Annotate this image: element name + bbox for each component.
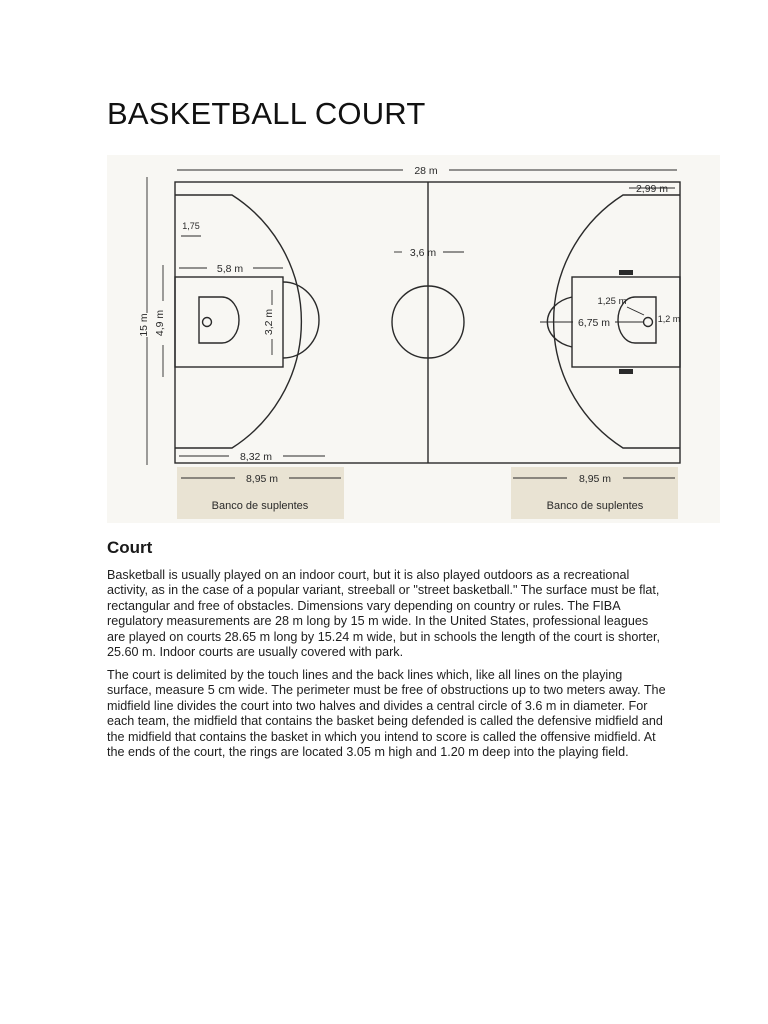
paragraph-1: Basketball is usually played on an indoor court, but it is also played outdoors as a recreational activity, as in the case of a popular variant, streeball or "street basketball." The surface must be flat, rectangular and free of obstacles. Dimensions vary depending on country or rules. The FIBA regulatory measurements are 28 m long by 15 m wide. In the United States, professional leagues are played on courts 28.65 m long by 15.24 m wide, but in schools the length of the court is shorter, 25.60 m. Indoor courts are usually covered with park. bbox=[107, 568, 661, 660]
label-restricted-radius: 1,25 m bbox=[597, 296, 627, 307]
label-bench-length-right: 8,95 m bbox=[578, 473, 612, 485]
paragraph-2: The court is delimited by the touch lines and the back lines which, like all lines on the playing surface, measure 5 cm wide. The perimeter must be free of obstructions up to two meters away. The midfield line divides the court into two halves and divides a central circle of 3.6 m in diameter. For each team, the midfield that contains the basket being defended is called the defensive midfield and the midfield that contains the basket in which you intend to score is called the offensive midfield. At the ends of the court, the rings are located 3.05 m high and 1.20 m deep into the playing field. bbox=[107, 668, 666, 760]
label-bench-length-left: 8,95 m bbox=[245, 473, 279, 485]
right-basket bbox=[644, 318, 653, 327]
label-restricted-offset: 1,75 bbox=[182, 221, 200, 231]
label-basket-depth: 1,2 m bbox=[657, 314, 681, 324]
label-three-point-radius: 6,75 m bbox=[577, 317, 611, 329]
section-heading: Court bbox=[107, 538, 153, 557]
page-title: BASKETBALL COURT bbox=[107, 96, 426, 131]
label-bench-right: Banco de suplentes bbox=[546, 500, 644, 512]
court-diagram bbox=[107, 155, 720, 523]
label-key-width: 4,9 m bbox=[154, 309, 166, 337]
right-key-hash-bottom bbox=[619, 369, 633, 374]
left-restricted-arc bbox=[199, 297, 239, 343]
left-basket bbox=[203, 318, 212, 327]
label-three-point-offset: 2,99 m bbox=[635, 183, 669, 195]
label-free-throw-circle: 3,2 m bbox=[263, 308, 275, 336]
court-diagram-svg bbox=[107, 155, 720, 523]
label-three-point-arc-length: 8,32 m bbox=[239, 451, 273, 463]
label-center-circle: 3,6 m bbox=[409, 247, 437, 259]
right-key-hash-top bbox=[619, 270, 633, 275]
label-free-throw-distance: 5,8 m bbox=[216, 263, 244, 275]
label-total-length: 28 m bbox=[414, 165, 438, 177]
label-bench-left: Banco de suplentes bbox=[211, 500, 309, 512]
label-width: 15 m bbox=[138, 313, 150, 337]
